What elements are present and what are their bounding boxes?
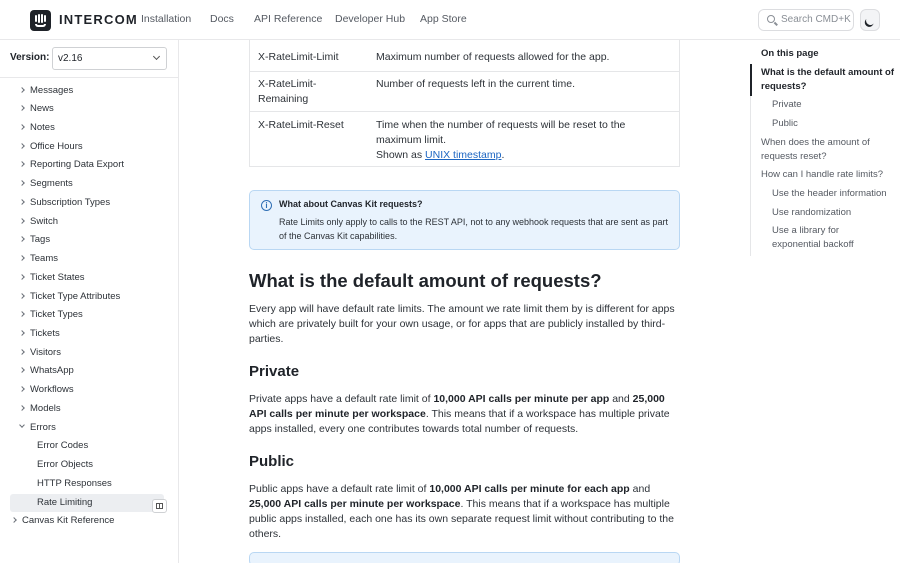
toc-item-randomization[interactable]: Use randomization <box>772 207 852 218</box>
table-row <box>250 40 679 71</box>
chevron-right-icon <box>19 105 25 111</box>
public-paragraph: Public apps have a default rate limit of 10,000 API calls per minute for each app and 25,000 API calls per minute per workspace. This means that if a workspace has multiple public apps installed, each one has its own separate request limit without contributing to the others. <box>249 483 674 540</box>
chevron-right-icon <box>19 255 25 261</box>
chevron-right-icon <box>19 143 25 149</box>
chevron-right-icon <box>19 330 25 336</box>
toc-item-private[interactable]: Private <box>772 99 802 110</box>
nav-installation[interactable]: Installation <box>141 13 192 25</box>
chevron-right-icon <box>19 367 25 373</box>
header-description: Number of requests left in the current time. <box>376 78 576 90</box>
toc-item-handle[interactable]: How can I handle rate limits? <box>761 169 883 180</box>
chevron-right-icon <box>19 199 25 205</box>
sidebar-item-messages[interactable]: Messages <box>10 82 164 100</box>
sidebar-item-tags[interactable]: Tags <box>10 231 164 249</box>
chevron-down-icon <box>153 53 160 60</box>
sidebar-item-subscription-types[interactable]: Subscription Types <box>10 194 164 212</box>
nav-developer-hub[interactable]: Developer Hub <box>335 13 406 25</box>
chevron-right-icon <box>11 517 17 523</box>
sidebar-item-notes[interactable]: Notes <box>10 119 164 137</box>
sidebar-item-whatsapp[interactable]: WhatsApp <box>10 362 164 380</box>
sidebar-item-rate-limiting[interactable]: Rate Limiting <box>10 494 164 512</box>
chevron-right-icon <box>19 87 25 93</box>
next-callout <box>249 552 680 563</box>
intercom-logo-icon[interactable] <box>30 10 51 31</box>
sidebar-item-teams[interactable]: Teams <box>10 250 164 268</box>
sidebar-item-reporting-data-export[interactable]: Reporting Data Export <box>10 156 164 174</box>
sidebar-item-segments[interactable]: Segments <box>10 175 164 193</box>
chevron-right-icon <box>19 311 25 317</box>
version-value: v2.16 <box>58 53 83 64</box>
callout-body: Rate Limits only apply to calls to the REST API, not to any webhook requests that are sent as part of the Canvas Kit capabilities. <box>279 217 669 241</box>
chevron-right-icon <box>19 124 25 130</box>
sidebar-item-error-objects[interactable]: Error Objects <box>37 459 93 470</box>
header-name: X-RateLimit-Reset <box>258 119 344 131</box>
search-icon <box>767 15 775 23</box>
theme-toggle-button[interactable] <box>860 9 880 31</box>
nav-api-reference[interactable]: API Reference <box>254 13 323 25</box>
moon-icon <box>864 14 876 26</box>
sidebar-item-office-hours[interactable]: Office Hours <box>10 138 164 156</box>
sidebar-item-http-responses[interactable]: HTTP Responses <box>37 478 112 489</box>
chevron-right-icon <box>19 293 25 299</box>
rate-limit-headers-table <box>249 40 680 167</box>
public-heading: Public <box>249 453 295 470</box>
info-icon: i <box>261 200 272 211</box>
canvas-kit-callout <box>249 190 680 250</box>
nav-app-store[interactable]: App Store <box>420 13 467 25</box>
chevron-right-icon <box>19 180 25 186</box>
sidebar-toggle-icon <box>156 503 163 509</box>
sidebar-item-models[interactable]: Models <box>10 400 164 418</box>
version-select[interactable] <box>52 47 167 70</box>
private-heading: Private <box>249 363 300 380</box>
brand-name[interactable]: INTERCOM <box>59 12 138 27</box>
header-description: Maximum number of requests allowed for the app. <box>376 51 610 63</box>
sidebar-item-visitors[interactable]: Visitors <box>10 344 164 362</box>
collapse-sidebar-button[interactable] <box>152 499 167 513</box>
toc-item-header-info[interactable]: Use the header information <box>772 188 887 199</box>
header-name: X-RateLimit- Remaining <box>258 78 317 105</box>
toc-item-library[interactable]: Use a library for exponential backoff <box>772 225 854 250</box>
toc-active-indicator <box>750 64 752 96</box>
toc-item-default-amount[interactable]: What is the default amount of requests? <box>761 67 894 92</box>
callout-title: What about Canvas Kit requests? <box>279 199 423 209</box>
sidebar-item-canvas-kit-reference[interactable]: Canvas Kit Reference <box>10 512 164 530</box>
divider <box>0 77 178 78</box>
sidebar-item-errors[interactable]: Errors <box>10 419 164 437</box>
sidebar-item-ticket-states[interactable]: Ticket States <box>10 269 164 287</box>
chevron-right-icon <box>19 349 25 355</box>
search-button[interactable] <box>758 9 854 31</box>
top-navbar <box>0 0 900 40</box>
sidebar-item-switch[interactable]: Switch <box>10 213 164 231</box>
chevron-right-icon <box>19 386 25 392</box>
table-row <box>250 71 679 111</box>
sidebar-item-news[interactable]: News <box>10 100 164 118</box>
intro-paragraph: Every app will have default rate limits. The amount we rate limit them by is different for apps which are privately built for your own usage, or for apps that are publicly installed by third-parties. <box>249 303 675 345</box>
toc-title: On this page <box>761 48 819 59</box>
chevron-right-icon <box>19 218 25 224</box>
toc-item-reset[interactable]: When does the amount of requests reset? <box>761 137 870 162</box>
nav-docs[interactable]: Docs <box>210 13 234 25</box>
section-heading: What is the default amount of requests? <box>249 270 602 291</box>
header-description: Time when the number of requests will be reset to the maximum limit. Shown as UNIX timestamp. <box>376 119 626 161</box>
search-placeholder: Search CMD+K <box>781 14 851 25</box>
sidebar-item-workflows[interactable]: Workflows <box>10 381 164 399</box>
private-paragraph: Private apps have a default rate limit of 10,000 API calls per minute per app and 25,000 API calls per minute per workspace. This means that if a workspace has multiple private apps installed, every one contributes towards total number of requests. <box>249 393 670 435</box>
sidebar-item-tickets[interactable]: Tickets <box>10 325 164 343</box>
sidebar-item-ticket-type-attributes[interactable]: Ticket Type Attributes <box>10 288 164 306</box>
header-name: X-RateLimit-Limit <box>258 51 339 63</box>
chevron-right-icon <box>19 274 25 280</box>
chevron-right-icon <box>19 236 25 242</box>
sidebar-item-error-codes[interactable]: Error Codes <box>37 440 89 451</box>
table-row <box>250 111 679 167</box>
chevron-down-icon <box>19 422 25 428</box>
version-label: Version: <box>10 52 50 63</box>
chevron-right-icon <box>19 405 25 411</box>
unix-timestamp-link[interactable]: UNIX timestamp <box>425 149 502 161</box>
toc-item-public[interactable]: Public <box>772 118 798 129</box>
sidebar-item-ticket-types[interactable]: Ticket Types <box>10 306 164 324</box>
chevron-right-icon <box>19 161 25 167</box>
